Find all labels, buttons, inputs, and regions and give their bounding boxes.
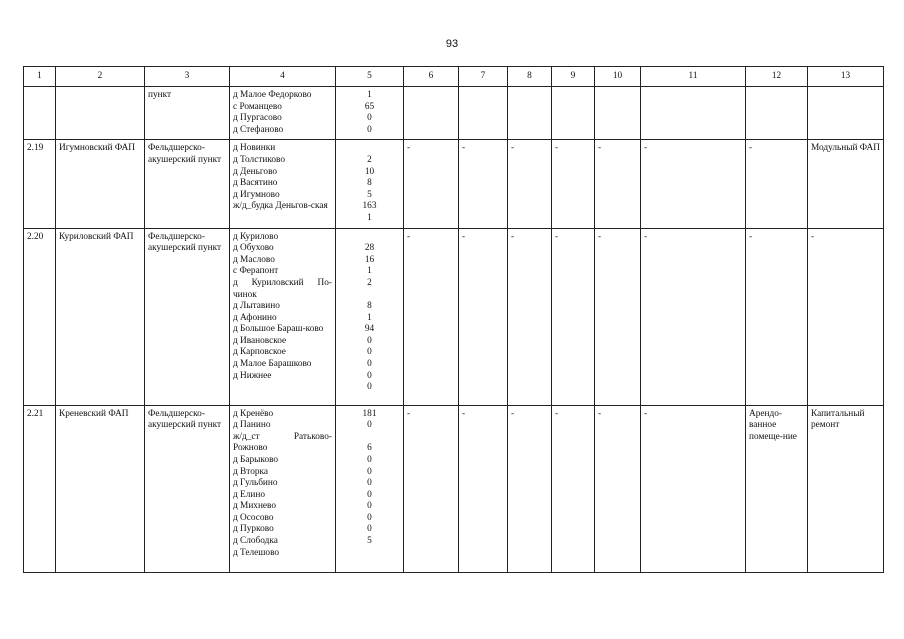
- population-list: 181 0 6 0 0 0 0 0 0 0 5: [336, 405, 404, 572]
- cell-col10: -: [595, 405, 641, 572]
- cell-col8: [508, 87, 552, 140]
- cell-col11: -: [641, 140, 746, 228]
- table-header-row: [24, 67, 884, 87]
- row-number: 2.21: [24, 405, 56, 572]
- cell-col6: -: [404, 140, 459, 228]
- cell-col13: Капитальный ремонт: [808, 405, 884, 572]
- column-header: 13: [808, 67, 884, 87]
- row-number: [24, 87, 56, 140]
- population-list: 2 10 8 5 163 1: [336, 140, 404, 228]
- settlements-list: д Новинки д Толстиково д Деньгово д Васятино д Игумново ж/д_будка Деньгов-ская: [230, 140, 336, 228]
- table-row: [24, 228, 884, 405]
- cell-col11: [641, 87, 746, 140]
- column-header: 9: [552, 67, 595, 87]
- cell-col12: Арендо-ванное помеще-ние: [746, 405, 808, 572]
- facility-name: Креневский ФАП: [56, 405, 145, 572]
- row-number: 2.19: [24, 140, 56, 228]
- cell-col10: -: [595, 228, 641, 405]
- column-header: 8: [508, 67, 552, 87]
- cell-col11: -: [641, 228, 746, 405]
- cell-col10: -: [595, 140, 641, 228]
- table-row: [24, 405, 884, 572]
- settlements-list: д Курилово д Обухово д Маслово с Ферапонт д Куриловский По-чинок д Лытавино д Афонино д Большое Бараш-ково д Ивановское д Карповское д Малое Барашково д Нижнее: [230, 228, 336, 405]
- cell-col9: -: [552, 140, 595, 228]
- cell-col6: -: [404, 228, 459, 405]
- cell-col8: -: [508, 228, 552, 405]
- settlements-list: д Кренёво д Панино ж/д_ст Ратьково-Рожново д Барыково д Вторка д Гульбино д Елино д Михнево д Ососово д Пурково д Слободка д Телешово: [230, 405, 336, 572]
- column-header: 11: [641, 67, 746, 87]
- cell-col12: -: [746, 140, 808, 228]
- population-list: 1 65 0 0: [336, 87, 404, 140]
- cell-col9: -: [552, 405, 595, 572]
- cell-col6: -: [404, 405, 459, 572]
- cell-col11: -: [641, 405, 746, 572]
- facility-type: Фельдшерско-акушерский пункт: [145, 405, 230, 572]
- cell-col9: -: [552, 228, 595, 405]
- column-header: 6: [404, 67, 459, 87]
- facilities-table: [23, 66, 884, 573]
- cell-col7: -: [459, 405, 508, 572]
- cell-col8: -: [508, 140, 552, 228]
- row-number: 2.20: [24, 228, 56, 405]
- table-row: [24, 140, 884, 228]
- column-header: 4: [230, 67, 336, 87]
- facility-name: Куриловский ФАП: [56, 228, 145, 405]
- table-row: [24, 87, 884, 140]
- column-header: 7: [459, 67, 508, 87]
- cell-col12: [746, 87, 808, 140]
- cell-col13: Модульный ФАП: [808, 140, 884, 228]
- cell-col12: -: [746, 228, 808, 405]
- cell-col13: -: [808, 228, 884, 405]
- cell-col9: [552, 87, 595, 140]
- cell-col8: -: [508, 405, 552, 572]
- page-number: 93: [445, 38, 459, 50]
- facility-type: Фельдшерско-акушерский пункт: [145, 228, 230, 405]
- column-header: 1: [24, 67, 56, 87]
- facility-name: Игумновский ФАП: [56, 140, 145, 228]
- cell-col6: [404, 87, 459, 140]
- cell-col7: -: [459, 140, 508, 228]
- facility-name: [56, 87, 145, 140]
- cell-col10: [595, 87, 641, 140]
- column-header: 10: [595, 67, 641, 87]
- column-header: 2: [56, 67, 145, 87]
- cell-col7: [459, 87, 508, 140]
- column-header: 5: [336, 67, 404, 87]
- facility-type: Фельдшерско-акушерский пункт: [145, 140, 230, 228]
- column-header: 12: [746, 67, 808, 87]
- settlements-list: д Малое Федорково с Романцево д Пургасово д Стефаново: [230, 87, 336, 140]
- cell-col7: -: [459, 228, 508, 405]
- column-header: 3: [145, 67, 230, 87]
- cell-col13: [808, 87, 884, 140]
- facility-type: пункт: [145, 87, 230, 140]
- population-list: 28 16 1 2 8 1 94 0 0 0 0 0: [336, 228, 404, 405]
